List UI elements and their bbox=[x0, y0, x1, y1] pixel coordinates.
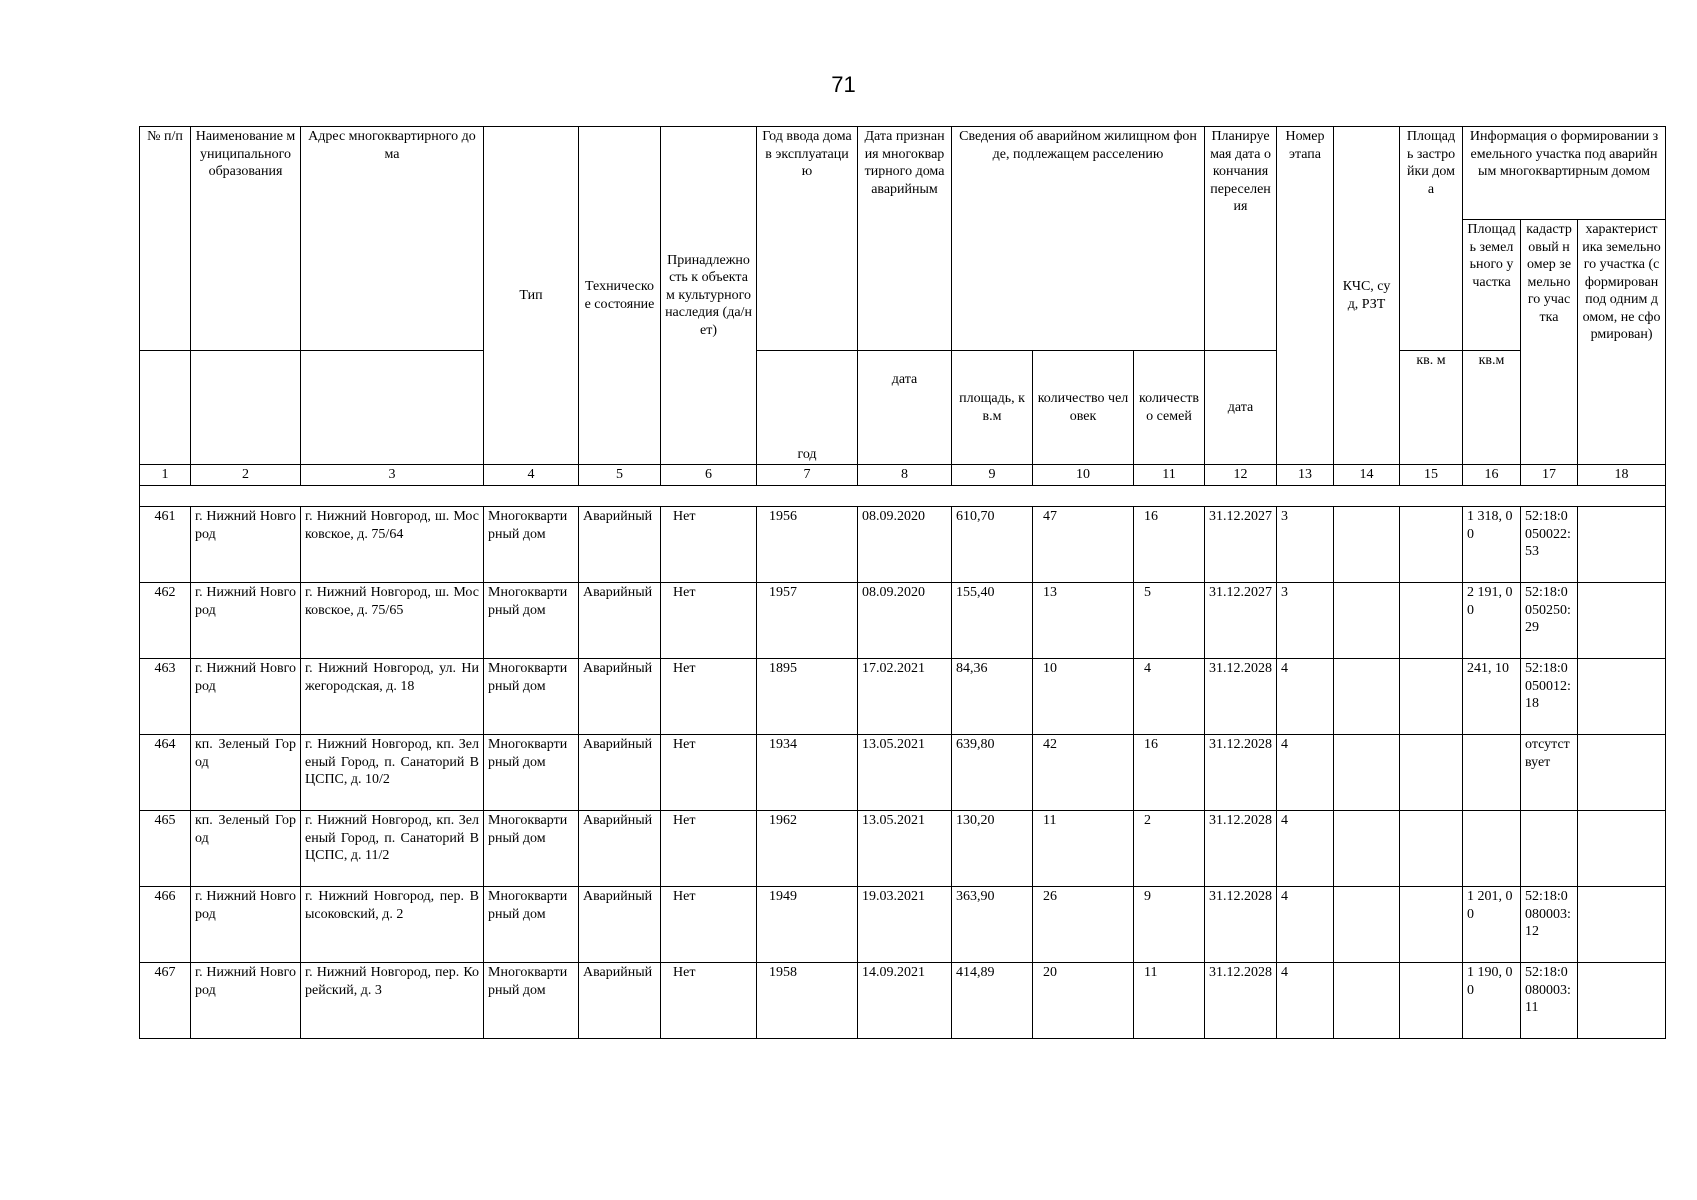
cell-tech-state: Аварийный bbox=[579, 735, 661, 811]
cell-planned-date: 31.12.2028 bbox=[1205, 811, 1277, 887]
cell-type: Многоквартирный дом bbox=[484, 659, 579, 735]
cell-heritage: Нет bbox=[661, 887, 757, 963]
col-number: 11 bbox=[1134, 465, 1205, 486]
col-number: 14 bbox=[1334, 465, 1400, 486]
table-row bbox=[140, 583, 1666, 659]
cell-municipality: кп. Зеленый Город bbox=[191, 735, 301, 811]
cell-stage: 3 bbox=[1277, 507, 1334, 583]
header-build-area: Площадь застройки дома bbox=[1400, 127, 1463, 351]
cell-cadastre: 52:18:0050250:29 bbox=[1521, 583, 1578, 659]
cell-heritage: Нет bbox=[661, 735, 757, 811]
cell-build-area bbox=[1400, 887, 1463, 963]
header-emergency-date: Дата признания многоквартирного дома аварийным bbox=[858, 127, 952, 351]
header-index-sub bbox=[140, 351, 191, 465]
cell-families: 9 bbox=[1134, 887, 1205, 963]
header-cadastre: кадастровый номер земельного участка bbox=[1521, 220, 1578, 465]
col-number: 2 bbox=[191, 465, 301, 486]
cell-kchs bbox=[1334, 507, 1400, 583]
cell-cadastre: 52:18:0080003:12 bbox=[1521, 887, 1578, 963]
cell-planned-date: 31.12.2028 bbox=[1205, 887, 1277, 963]
cell-build-area bbox=[1400, 583, 1463, 659]
cell-people: 26 bbox=[1033, 887, 1134, 963]
cell-year: 1949 bbox=[757, 887, 858, 963]
cell-area: 363,90 bbox=[952, 887, 1033, 963]
header-land-area: Площадь земельного участка bbox=[1463, 220, 1521, 351]
cell-land-characteristic bbox=[1578, 735, 1666, 811]
cell-year: 1958 bbox=[757, 963, 858, 1039]
cell-stage: 4 bbox=[1277, 811, 1334, 887]
cell-index: 463 bbox=[140, 659, 191, 735]
cell-land-area: 241, 10 bbox=[1463, 659, 1521, 735]
cell-kchs bbox=[1334, 735, 1400, 811]
cell-emergency-date: 08.09.2020 bbox=[858, 507, 952, 583]
cell-land-characteristic bbox=[1578, 887, 1666, 963]
cell-area: 155,40 bbox=[952, 583, 1033, 659]
cell-planned-date: 31.12.2028 bbox=[1205, 963, 1277, 1039]
header-area-sub: площадь, кв.м bbox=[952, 351, 1033, 465]
cell-cadastre bbox=[1521, 811, 1578, 887]
header-heritage: Принадлежность к объектам культурного наследия (да/нет) bbox=[661, 127, 757, 465]
cell-cadastre: 52:18:0050012:18 bbox=[1521, 659, 1578, 735]
cell-cadastre: 52:18:0050022:53 bbox=[1521, 507, 1578, 583]
table-row bbox=[140, 811, 1666, 887]
cell-families: 2 bbox=[1134, 811, 1205, 887]
cell-stage: 4 bbox=[1277, 963, 1334, 1039]
cell-municipality: кп. Зеленый Город bbox=[191, 811, 301, 887]
header-municipality: Наименование муниципального образования bbox=[191, 127, 301, 351]
col-number: 8 bbox=[858, 465, 952, 486]
cell-land-area: 2 191, 00 bbox=[1463, 583, 1521, 659]
cell-kchs bbox=[1334, 811, 1400, 887]
header-emergency-fund: Сведения об аварийном жилищном фонде, подлежащем расселению bbox=[952, 127, 1205, 351]
cell-index: 466 bbox=[140, 887, 191, 963]
cell-land-area: 1 201, 00 bbox=[1463, 887, 1521, 963]
col-number: 9 bbox=[952, 465, 1033, 486]
cell-tech-state: Аварийный bbox=[579, 963, 661, 1039]
spacer-row bbox=[140, 486, 1666, 507]
cell-municipality: г. Нижний Новгород bbox=[191, 887, 301, 963]
header-build-area-sub: кв. м bbox=[1400, 351, 1463, 465]
cell-planned-date: 31.12.2027 bbox=[1205, 507, 1277, 583]
page-number: 71 bbox=[831, 72, 856, 97]
col-number: 15 bbox=[1400, 465, 1463, 486]
header-plan-date-sub: дата bbox=[1205, 351, 1277, 465]
cell-land-characteristic bbox=[1578, 507, 1666, 583]
cell-type: Многоквартирный дом bbox=[484, 963, 579, 1039]
col-number: 16 bbox=[1463, 465, 1521, 486]
cell-address: г. Нижний Новгород, кп. Зеленый Город, п. Санаторий ВЦСПС, д. 11/2 bbox=[301, 811, 484, 887]
cell-stage: 4 bbox=[1277, 659, 1334, 735]
cell-area: 639,80 bbox=[952, 735, 1033, 811]
table-row bbox=[140, 963, 1666, 1039]
header-families-sub: количество семей bbox=[1134, 351, 1205, 465]
cell-heritage: Нет bbox=[661, 507, 757, 583]
cell-type: Многоквартирный дом bbox=[484, 735, 579, 811]
cell-year: 1956 bbox=[757, 507, 858, 583]
cell-kchs bbox=[1334, 659, 1400, 735]
cell-area: 130,20 bbox=[952, 811, 1033, 887]
header-land-info: Информация о формировании земельного участка под аварийным многоквартирным домом bbox=[1463, 127, 1666, 220]
cell-area: 610,70 bbox=[952, 507, 1033, 583]
header-year-commissioned: Год ввода дома в эксплуатацию bbox=[757, 127, 858, 351]
cell-index: 461 bbox=[140, 507, 191, 583]
col-number: 7 bbox=[757, 465, 858, 486]
cell-land-characteristic bbox=[1578, 659, 1666, 735]
cell-heritage: Нет bbox=[661, 963, 757, 1039]
cell-build-area bbox=[1400, 963, 1463, 1039]
cell-index: 462 bbox=[140, 583, 191, 659]
table-row bbox=[140, 659, 1666, 735]
header-date-sub: дата bbox=[858, 351, 952, 465]
cell-cadastre: отсутствует bbox=[1521, 735, 1578, 811]
cell-type: Многоквартирный дом bbox=[484, 811, 579, 887]
cell-build-area bbox=[1400, 659, 1463, 735]
cell-index: 465 bbox=[140, 811, 191, 887]
cell-index: 467 bbox=[140, 963, 191, 1039]
header-people-sub: количество человек bbox=[1033, 351, 1134, 465]
cell-emergency-date: 17.02.2021 bbox=[858, 659, 952, 735]
cell-tech-state: Аварийный bbox=[579, 507, 661, 583]
cell-emergency-date: 13.05.2021 bbox=[858, 811, 952, 887]
cell-cadastre: 52:18:0080003:11 bbox=[1521, 963, 1578, 1039]
cell-land-area bbox=[1463, 811, 1521, 887]
col-number: 12 bbox=[1205, 465, 1277, 486]
cell-people: 42 bbox=[1033, 735, 1134, 811]
cell-address: г. Нижний Новгород, ш. Московское, д. 75/65 bbox=[301, 583, 484, 659]
cell-address: г. Нижний Новгород, ш. Московское, д. 75/64 bbox=[301, 507, 484, 583]
cell-emergency-date: 19.03.2021 bbox=[858, 887, 952, 963]
cell-planned-date: 31.12.2028 bbox=[1205, 735, 1277, 811]
cell-address: г. Нижний Новгород, пер. Корейский, д. 3 bbox=[301, 963, 484, 1039]
cell-year: 1962 bbox=[757, 811, 858, 887]
cell-heritage: Нет bbox=[661, 583, 757, 659]
cell-year: 1895 bbox=[757, 659, 858, 735]
col-number: 1 bbox=[140, 465, 191, 486]
cell-land-characteristic bbox=[1578, 963, 1666, 1039]
cell-kchs bbox=[1334, 963, 1400, 1039]
cell-type: Многоквартирный дом bbox=[484, 507, 579, 583]
cell-land-area: 1 190, 00 bbox=[1463, 963, 1521, 1039]
cell-emergency-date: 08.09.2020 bbox=[858, 583, 952, 659]
cell-type: Многоквартирный дом bbox=[484, 583, 579, 659]
cell-build-area bbox=[1400, 735, 1463, 811]
cell-emergency-date: 14.09.2021 bbox=[858, 963, 952, 1039]
cell-municipality: г. Нижний Новгород bbox=[191, 659, 301, 735]
cell-build-area bbox=[1400, 811, 1463, 887]
cell-kchs bbox=[1334, 887, 1400, 963]
cell-stage: 3 bbox=[1277, 583, 1334, 659]
cell-build-area bbox=[1400, 507, 1463, 583]
header-land-area-sub: кв.м bbox=[1463, 351, 1521, 465]
col-number: 3 bbox=[301, 465, 484, 486]
cell-municipality: г. Нижний Новгород bbox=[191, 963, 301, 1039]
cell-people: 10 bbox=[1033, 659, 1134, 735]
cell-planned-date: 31.12.2028 bbox=[1205, 659, 1277, 735]
cell-stage: 4 bbox=[1277, 887, 1334, 963]
emergency-housing-table bbox=[139, 126, 1666, 1039]
table-row bbox=[140, 507, 1666, 583]
col-number: 13 bbox=[1277, 465, 1334, 486]
cell-families: 16 bbox=[1134, 507, 1205, 583]
cell-heritage: Нет bbox=[661, 659, 757, 735]
cell-area: 414,89 bbox=[952, 963, 1033, 1039]
header-address: Адрес многоквартирного дома bbox=[301, 127, 484, 351]
header-planned-date: Планируемая дата окончания переселения bbox=[1205, 127, 1277, 351]
cell-address: г. Нижний Новгород, ул. Нижегородская, д. 18 bbox=[301, 659, 484, 735]
cell-stage: 4 bbox=[1277, 735, 1334, 811]
cell-families: 16 bbox=[1134, 735, 1205, 811]
cell-year: 1957 bbox=[757, 583, 858, 659]
col-number: 18 bbox=[1578, 465, 1666, 486]
cell-address: г. Нижний Новгород, кп. Зеленый Город, п. Санаторий ВЦСПС, д. 10/2 bbox=[301, 735, 484, 811]
cell-kchs bbox=[1334, 583, 1400, 659]
cell-index: 464 bbox=[140, 735, 191, 811]
cell-planned-date: 31.12.2027 bbox=[1205, 583, 1277, 659]
col-number: 5 bbox=[579, 465, 661, 486]
cell-land-characteristic bbox=[1578, 583, 1666, 659]
header-tech-state: Техническое состояние bbox=[579, 127, 661, 465]
cell-municipality: г. Нижний Новгород bbox=[191, 507, 301, 583]
cell-municipality: г. Нижний Новгород bbox=[191, 583, 301, 659]
cell-tech-state: Аварийный bbox=[579, 887, 661, 963]
cell-tech-state: Аварийный bbox=[579, 811, 661, 887]
cell-land-characteristic bbox=[1578, 811, 1666, 887]
cell-people: 11 bbox=[1033, 811, 1134, 887]
header-address-sub bbox=[301, 351, 484, 465]
table-row bbox=[140, 887, 1666, 963]
table-row bbox=[140, 735, 1666, 811]
cell-address: г. Нижний Новгород, пер. Высоковский, д. 2 bbox=[301, 887, 484, 963]
cell-families: 5 bbox=[1134, 583, 1205, 659]
cell-area: 84,36 bbox=[952, 659, 1033, 735]
col-number: 6 bbox=[661, 465, 757, 486]
header-kchs: КЧС, суд, РЗТ bbox=[1334, 127, 1400, 465]
col-number: 17 bbox=[1521, 465, 1578, 486]
cell-heritage: Нет bbox=[661, 811, 757, 887]
table-body bbox=[140, 507, 1666, 1039]
header-type: Тип bbox=[484, 127, 579, 465]
cell-families: 4 bbox=[1134, 659, 1205, 735]
cell-year: 1934 bbox=[757, 735, 858, 811]
col-number: 4 bbox=[484, 465, 579, 486]
column-numbers-row bbox=[140, 465, 1666, 486]
col-number: 10 bbox=[1033, 465, 1134, 486]
cell-tech-state: Аварийный bbox=[579, 659, 661, 735]
header-stage: Номер этапа bbox=[1277, 127, 1334, 465]
cell-land-area: 1 318, 00 bbox=[1463, 507, 1521, 583]
header-index: № п/п bbox=[140, 127, 191, 351]
header-municipality-sub bbox=[191, 351, 301, 465]
cell-land-area bbox=[1463, 735, 1521, 811]
cell-tech-state: Аварийный bbox=[579, 583, 661, 659]
cell-families: 11 bbox=[1134, 963, 1205, 1039]
cell-people: 13 bbox=[1033, 583, 1134, 659]
cell-people: 20 bbox=[1033, 963, 1134, 1039]
header-land-characteristic: характеристика земельного участка (сформирован под одним домом, не сформирован) bbox=[1578, 220, 1666, 465]
header-year-sub: год bbox=[757, 351, 858, 465]
cell-people: 47 bbox=[1033, 507, 1134, 583]
cell-type: Многоквартирный дом bbox=[484, 887, 579, 963]
cell-emergency-date: 13.05.2021 bbox=[858, 735, 952, 811]
